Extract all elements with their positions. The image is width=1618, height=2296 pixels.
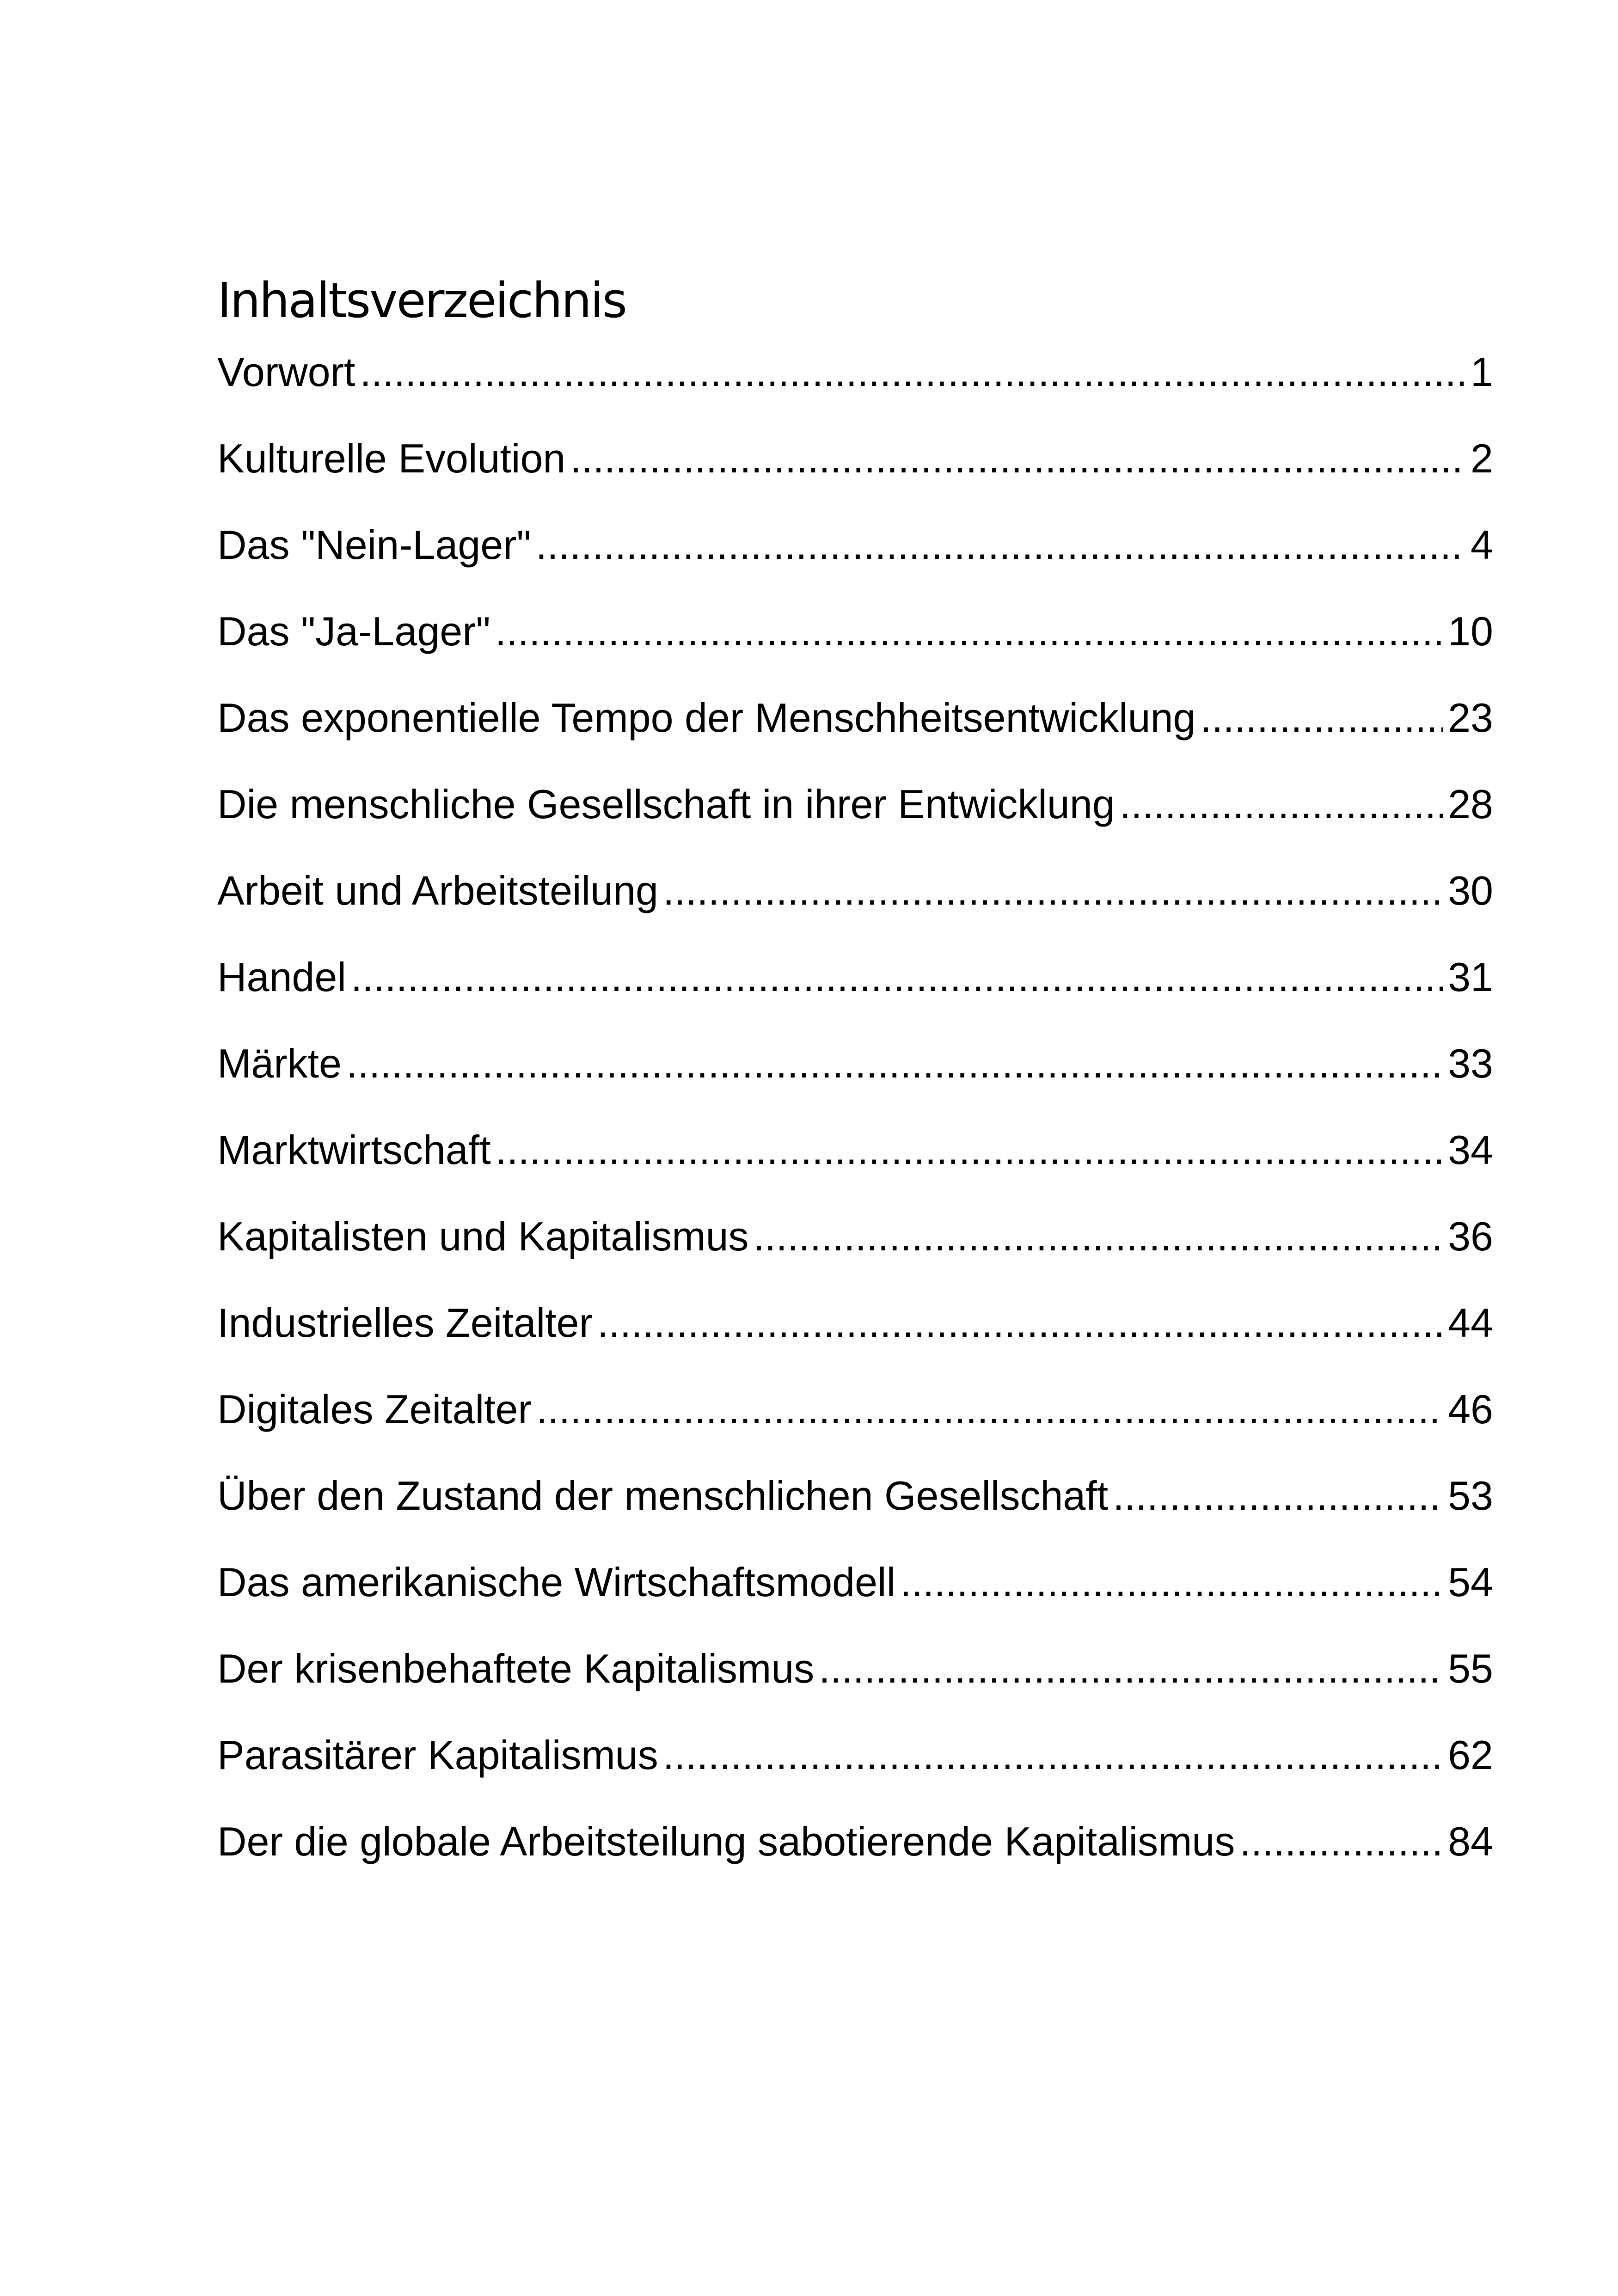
toc-entry-title: Der die globale Arbeitsteilung sabotierende Kapitalismus [217, 1818, 1235, 1864]
toc-dot-leader [536, 1382, 1443, 1437]
toc-entry-title: Parasitärer Kapitalismus [217, 1732, 658, 1778]
toc-entry[interactable] [217, 1727, 1493, 1814]
toc-entry-page: 10 [1448, 608, 1493, 654]
toc-entry[interactable] [217, 1382, 1493, 1468]
toc-entry-page: 2 [1471, 435, 1493, 481]
toc-entry-page: 33 [1448, 1041, 1493, 1086]
toc-entry[interactable] [217, 863, 1493, 949]
toc-entry-page: 55 [1448, 1646, 1493, 1691]
toc-entry-page: 36 [1448, 1213, 1493, 1259]
toc-entry-page: 1 [1471, 349, 1493, 395]
toc-entry-title: Der krisenbehaftete Kapitalismus [217, 1646, 815, 1691]
toc-entry-title: Das exponentielle Tempo der Menschheitsentwicklung [217, 695, 1196, 741]
toc-entry[interactable] [217, 604, 1493, 690]
toc-dot-leader [1239, 1814, 1443, 1869]
toc-entry-page: 31 [1448, 954, 1493, 1000]
toc-dot-leader [1120, 777, 1443, 832]
toc-dot-leader [597, 1295, 1443, 1351]
toc-entry-page: 30 [1448, 868, 1493, 913]
toc-entry-page: 23 [1448, 695, 1493, 741]
toc-entry-title: Kapitalisten und Kapitalismus [217, 1213, 749, 1259]
toc-dot-leader [360, 344, 1466, 400]
toc-entry-title: Industrielles Zeitalter [217, 1300, 593, 1346]
toc-entry-title: Marktwirtschaft [217, 1127, 491, 1173]
toc-entry[interactable] [217, 1641, 1493, 1727]
toc-entry[interactable] [217, 1814, 1493, 1900]
toc-dot-leader [495, 604, 1443, 659]
toc-entry-title: Digitales Zeitalter [217, 1386, 532, 1432]
toc-entry[interactable] [217, 431, 1493, 517]
toc-entry-title: Das "Ja-Lager" [217, 608, 490, 654]
toc-entry-page: 53 [1448, 1473, 1493, 1518]
toc-dot-leader [663, 1727, 1443, 1783]
toc-entry[interactable] [217, 1036, 1493, 1122]
toc-dot-leader [496, 1122, 1443, 1178]
toc-entry[interactable] [217, 344, 1493, 431]
toc-entry[interactable] [217, 1209, 1493, 1295]
toc-entry[interactable] [217, 517, 1493, 604]
toc-entry-title: Handel [217, 954, 346, 1000]
toc-entry-page: 34 [1448, 1127, 1493, 1173]
toc-dot-leader [900, 1555, 1443, 1610]
toc-entry-title: Arbeit und Arbeitsteilung [217, 868, 658, 913]
toc-entry[interactable] [217, 690, 1493, 777]
toc-dot-leader [819, 1641, 1443, 1696]
toc-dot-leader [754, 1209, 1444, 1264]
toc-entry[interactable] [217, 1122, 1493, 1209]
toc-entry-title: Kulturelle Evolution [217, 435, 566, 481]
toc-entry-title: Das "Nein-Lager" [217, 522, 531, 568]
toc-entry-title: Märkte [217, 1041, 342, 1086]
toc-entry[interactable] [217, 1295, 1493, 1382]
toc-entry-title: Vorwort [217, 349, 355, 395]
toc-entry-page: 46 [1448, 1386, 1493, 1432]
toc-heading: Inhaltsverzeichnis [217, 272, 626, 329]
toc-entry[interactable] [217, 949, 1493, 1036]
toc-entry-page: 44 [1448, 1300, 1493, 1346]
toc-entry-title: Die menschliche Gesellschaft in ihrer Entwicklung [217, 781, 1115, 827]
toc-entry-page: 62 [1448, 1732, 1493, 1778]
toc-list [217, 344, 1493, 1900]
toc-dot-leader [1200, 690, 1443, 746]
toc-dot-leader [536, 517, 1466, 573]
toc-entry-page: 54 [1448, 1559, 1493, 1605]
toc-entry[interactable] [217, 777, 1493, 863]
toc-entry-page: 28 [1448, 781, 1493, 827]
toc-dot-leader [570, 431, 1466, 486]
toc-entry-page: 4 [1471, 522, 1493, 568]
toc-entry[interactable] [217, 1555, 1493, 1641]
toc-entry-title: Über den Zustand der menschlichen Gesellschaft [217, 1473, 1109, 1518]
toc-dot-leader [1113, 1468, 1443, 1524]
toc-entry-page: 84 [1448, 1818, 1493, 1864]
toc-entry[interactable] [217, 1468, 1493, 1555]
toc-dot-leader [346, 1036, 1443, 1091]
toc-entry-title: Das amerikanische Wirtschaftsmodell [217, 1559, 896, 1605]
toc-dot-leader [663, 863, 1443, 918]
table-of-contents [217, 263, 1493, 1864]
toc-dot-leader [351, 949, 1443, 1005]
